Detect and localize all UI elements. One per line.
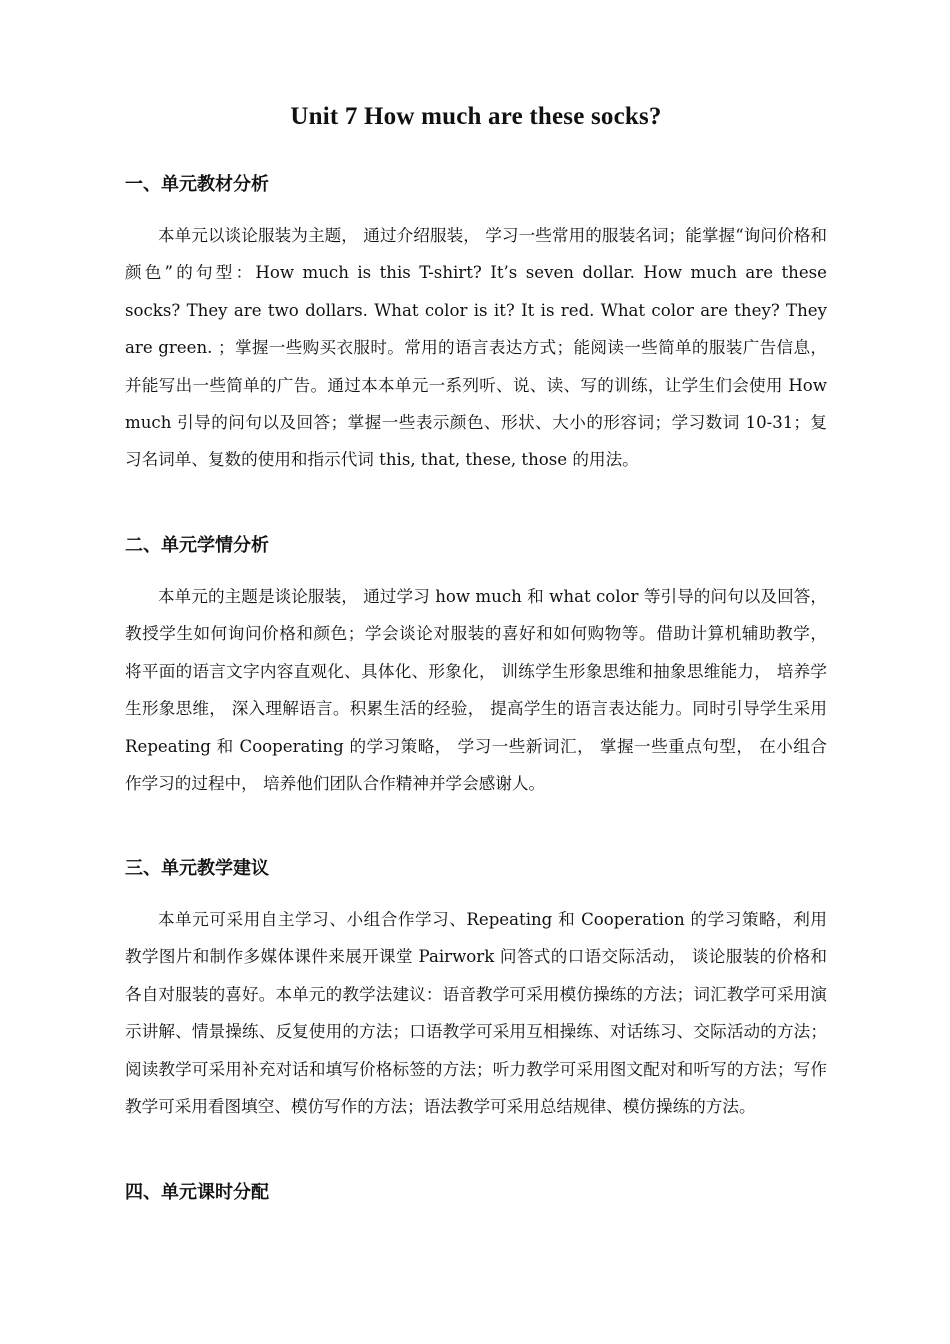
- section-heading-lesson-allocation: 四、单元课时分配: [125, 1182, 269, 1203]
- section-paragraph-student-analysis: 本单元的主题是谈论服装， 通过学习 how much 和 what color 等引导的问句以及回答， 教授学生如何询问价格和颜色；学会谈论对服装的喜好和如何购物等。借助计算机辅助教学， 将平面的语言文字内容直观化、具体化、形象化， 训练学生形象思维和抽象思维能力， 培养学生形象思维， 深入理解语言。积累生活的经验， 提高学生的语言表达能力。同时引导学生采用 Repeating 和 Cooperating 的学习策略， 学习一些新词汇， 掌握一些重点句型， 在小组合作学习的过程中， 培养他们团队合作精神并学会感谢人。: [125, 587, 827, 794]
- section-paragraph-textbook-analysis: 本单元以谈论服装为主题， 通过介绍服装， 学习一些常用的服装名词；能掌握“询问价格和颜色”的句型：How much is this T-shirt? It’s seven dollar. How much are these socks? They are two dollars. What color is it? It is red. What color are they? They are green. ；掌握一些购买衣服时。常用的语言表达方式；能阅读一些简单的服装广告信息， 并能写出一些简单的广告。通过本本单元一系列听、说、读、写的训练，让学生们会使用 How much 引导的问句以及回答；掌握一些表示颜色、形状、大小的形容词；学习数词 10-31；复习名词单、复数的使用和指示代词 this, that, these, those 的用法。: [125, 226, 827, 470]
- section-heading-textbook-analysis: 一、单元教材分析: [125, 174, 269, 195]
- section-paragraph-teaching-suggestions: 本单元可采用自主学习、小组合作学习、Repeating 和 Cooperation 的学习策略，利用教学图片和制作多媒体课件来展开课堂 Pairwork 问答式的口语交际活动， 谈论服装的价格和各自对服装的喜好。本单元的教学法建议：语音教学可采用模仿操练的方法；词汇教学可采用演示讲解、情景操练、反复使用的方法；口语教学可采用互相操练、对话练习、交际活动的方法；阅读教学可采用补充对话和填写价格标签的方法；听力教学可采用图文配对和听写的方法；写作教学可采用看图填空、模仿写作的方法；语法教学可采用总结规律、模仿操练的方法。: [125, 910, 827, 1117]
- section-heading-teaching-suggestions: 三、单元教学建议: [125, 858, 269, 879]
- section-heading-student-analysis: 二、单元学情分析: [125, 535, 269, 556]
- page-title: Unit 7 How much are these socks?: [290, 103, 662, 130]
